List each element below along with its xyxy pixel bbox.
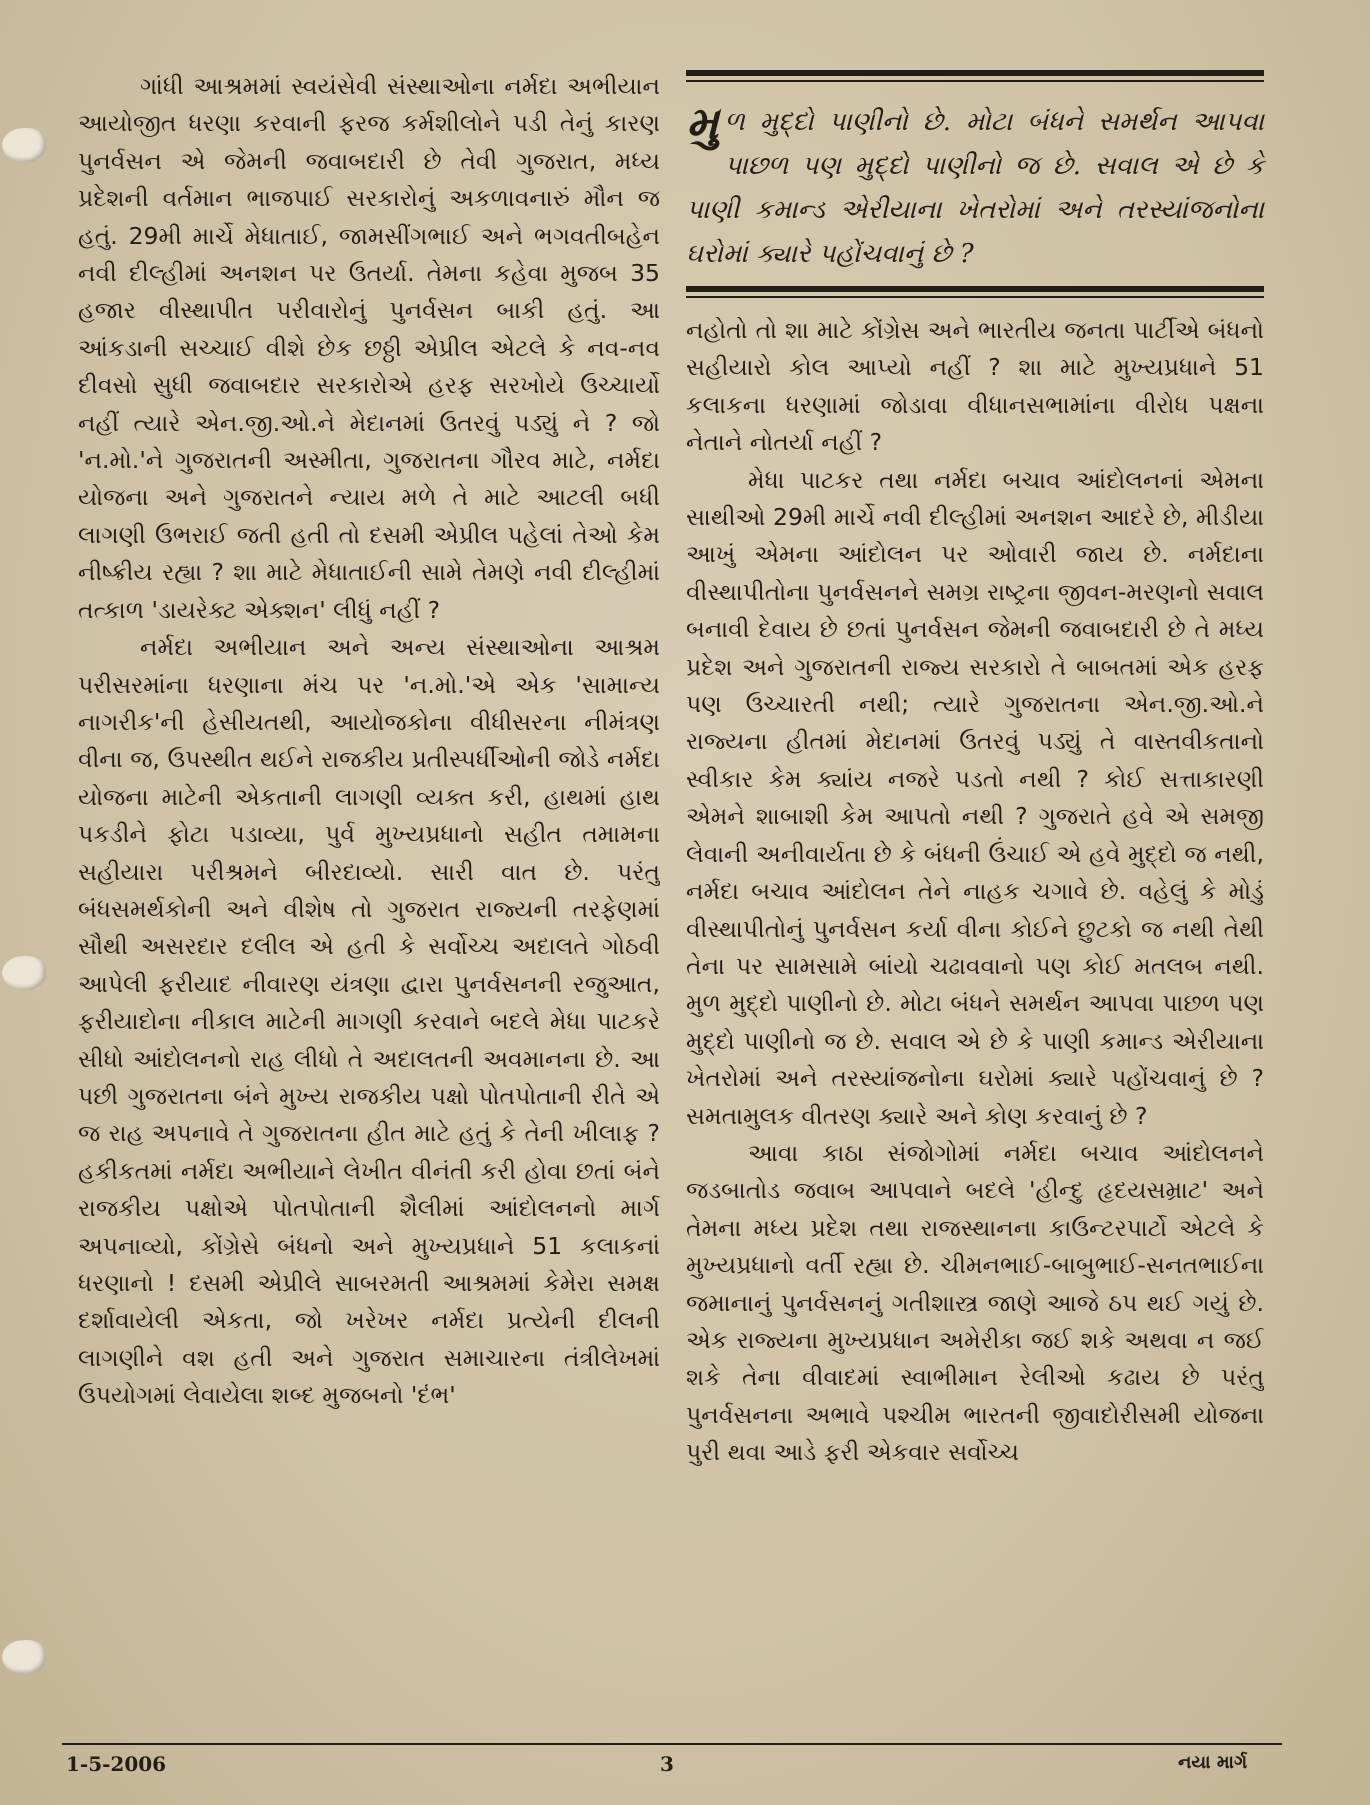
punch-hole	[2, 956, 46, 990]
pull-quote-box	[686, 70, 1264, 300]
magazine-name: નયા માર્ગ	[1178, 1752, 1248, 1773]
right-paragraph-3: આવા કાઠા સંજોગોમાં નર્મદા બચાવ આંદોલનને જડબાતોડ જવાબ આપવાને બદલે 'હીન્દુ હૃદયસમ્રાટ' અને તેમના મધ્ય પ્રદેશ તથા રાજસ્થાનના કાઉન્ટરપાર્ટો એટલે કે મુખ્યપ્રધાનો વર્તી રહ્યા છે. ચીમનભાઈ-બાબુભાઈ-સનતભાઈના જમાનાનું પુનર્વસનનું ગતીશાસ્ત્ર જાણે આજે ઠપ થઈ ગયું છે. એક રાજ્યના મુખ્યપ્રધાન અમેરીકા જઈ શકે અથવા ન જઈ શકે તેના વીવાદમાં સ્વાભીમાન રેલીઓ કઢાય છે પરંતુ પુનર્વસનના અભાવે પશ્ચીમ ભારતની જીવાદોરીસમી યોજના પુરી થવા આડે ફરી એકવાર સર્વોચ્ચ	[686, 1138, 1264, 1467]
left-paragraph-1: ગાંધી આશ્રમમાં સ્વયંસેવી સંસ્થાઓના નર્મદા અભીયાન આયોજીત ધરણા કરવાની ફરજ કર્મશીલોને પડી તેનું કારણ પુનર્વસન એ જેમની જવાબદારી છે તેવી ગુજરાત, મધ્ય પ્રદેશની વર્તમાન ભાજપાઈ સરકારોનું અકળાવનારું મૌન જ હતું. 29મી માર્ચે મેધાતાઈ, જામસીંગભાઈ અને ભગવતીબહેન નવી દીલ્હીમાં અનશન પર ઉતર્યા. તેમના કહેવા મુજબ 35 હજાર વીસ્થાપીત પરીવારોનું પુનર્વસન બાકી હતું. આ આંકડાની સચ્ચાઈ વીશે છેક છઠ્ઠી એપ્રીલ એટલે કે નવ-નવ દીવસો સુધી જવાબદાર સરકારોએ હરફ સરખોયે ઉચ્ચાર્યો નહીં ત્યારે એન.જી.ઓ.ને મેદાનમાં ઉતરવું પડ્યું ને ? જો 'ન.મો.'ને ગુજરાતની અસ્મીતા, ગુજરાતના ગૌરવ માટે, નર્મદા યોજના અને ગુજરાતને ન્યાય મળે તે માટે આટલી બધી લાગણી ઉભરાઈ જતી હતી તો દસમી એપ્રીલ પહેલાં તેઓ કેમ નીષ્ક્રીય રહ્યા ? શા માટે મેધાતાઈની સામે તેમણે નવી દીલ્હીમાં તત્કાળ 'ડાયરેક્ટ એક્શન' લીધું નહીં ?	[78, 72, 660, 624]
pull-quote-rule-top-thin	[686, 80, 1264, 82]
pull-quote-rule-bottom-thin	[686, 296, 1264, 298]
pull-quote-text: ળ મુદ્દો પાણીનો છે. મોટા બંધને સમર્થન આપવા પાછળ પણ મુદ્દો પાણીનો જ છે. સવાલ એ છે કે પાણી કમાન્ડ એરીયાના ખેતરોમાં અને તરસ્યાંજનોના ઘરોમાં ક્યારે પહોંચવાનું છે ?	[686, 107, 1264, 269]
pull-quote	[686, 96, 1264, 276]
pull-quote-dropcap: મુ	[686, 96, 719, 150]
right-paragraph-1: નહોતો તો શા માટે કોંગ્રેસ અને ભારતીય જનતા પાર્ટીએ બંધનો સહીયારો કોલ આપ્યો નહીં ? શા માટે મુખ્યપ્રધાને 51 કલાકના ધરણામાં જોડાવા વીધાનસભામાંના વીરોધ પક્ષના નેતાને નોતર્યા નહીં ?	[686, 316, 1264, 457]
pull-quote-rule-bottom	[686, 286, 1264, 292]
page-number: 3	[660, 1752, 674, 1776]
right-paragraph-2: મેધા પાટકર તથા નર્મદા બચાવ આંદોલનનાં એમના સાથીઓ 29મી માર્ચે નવી દીલ્હીમાં અનશન આદરે છે, મીડીયા આખું એમના આંદોલન પર ઓવારી જાય છે. નર્મદાના વીસ્થાપીતોના પુનર્વસનને સમગ્ર રાષ્ટ્રના જીવન-મરણનો સવાલ બનાવી દેવાય છે છતાં પુનર્વસન જેમની જવાબદારી છે તે મધ્ય પ્રદેશ અને ગુજરાતની રાજ્ય સરકારો તે બાબતમાં એક હરફ પણ ઉચ્ચારતી નથી; ત્યારે ગુજરાતના એન.જી.ઓ.ને રાજ્યના હીતમાં મેદાનમાં ઉતરવું પડ્યું તે વાસ્તવીકતાનો સ્વીકાર કેમ ક્યાંય નજરે પડતો નથી ? કોઈ સત્તાકારણી એમને શાબાશી કેમ આપતો નથી ? ગુજરાતે હવે એ સમજી લેવાની અનીવાર્યતા છે કે બંધની ઉંચાઈ એ હવે મુદ્દો જ નથી, નર્મદા બચાવ આંદોલન તેને નાહક ચગાવે છે. વહેલું કે મોડું વીસ્થાપીતોનું પુનર્વસન કર્યા વીના કોઈને છુટકો જ નથી તેથી તેના પર સામસામે બાંયો ચઢાવવાનો પણ કોઈ મતલબ નથી. મુળ મુદ્દો પાણીનો છે. મોટા બંધને સમર્થન આપવા પાછળ પણ મુદ્દો પાણીનો જ છે. સવાલ એ છે કે પાણી કમાન્ડ એરીયાના ખેતરોમાં અને તરસ્યાંજનોના ઘરોમાં ક્યારે પહોંચવાનું છે ? સમતામુલક વીતરણ ક્યારે અને કોણ કરવાનું છે ?	[686, 465, 1264, 1130]
punch-hole	[2, 1640, 46, 1674]
pull-quote-rule-top	[686, 70, 1264, 76]
left-paragraph-2: નર્મદા અભીયાન અને અન્ય સંસ્થાઓના આશ્રમ પરીસરમાંના ધરણાના મંચ પર 'ન.મો.'એ એક 'સામાન્ય નાગરીક'ની હેસીયતથી, આયોજકોના વીધીસરના નીમંત્રણ વીના જ, ઉપસ્થીત થઈને રાજકીય પ્રતીસ્પર્ધીઓની જોડે નર્મદા યોજના માટેની એકતાની લાગણી વ્યક્ત કરી, હાથમાં હાથ પકડીને ફોટા પડાવ્યા, પુર્વ મુખ્યપ્રધાનો સહીત તમામના સહીયારા પરીશ્રમને બીરદાવ્યો. સારી વાત છે. પરંતુ બંધસમર્થકોની અને વીશેષ તો ગુજરાત રાજ્યની તરફેણમાં સૌથી અસરદાર દલીલ એ હતી કે સર્વોચ્ચ અદાલતે ગોઠવી આપેલી ફરીયાદ નીવારણ યંત્રણા દ્વારા પુનર્વસનની રજુઆત, ફરીયાદોના નીકાલ માટેની માગણી કરવાને બદલે મેધા પાટકરે સીધો આંદોલનનો રાહ લીધો તે અદાલતની અવમાનના છે. આ પછી ગુજરાતના બંને મુખ્ય રાજકીય પક્ષો પોતપોતાની રીતે એ જ રાહ અપનાવે તે ગુજરાતના હીત માટે હતું કે તેની ખીલાફ ? હકીકતમાં નર્મદા અભીયાને લેખીત વીનંતી કરી હોવા છતાં બંને રાજકીય પક્ષોએ પોતપોતાની શૈલીમાં આંદોલનનો માર્ગ અપનાવ્યો, કોંગ્રેસે બંધનો અને મુખ્યપ્રધાને 51 કલાકનાં ધરણાનો ! દસમી એપ્રીલે સાબરમતી આશ્રમમાં કેમેરા સમક્ષ દર્શાવાયેલી એકતા, જો ખરેખર નર્મદા પ્રત્યેની દીલની લાગણીને વશ હતી અને ગુજરાત સમાચારના તંત્રીલેખમાં ઉપયોગમાં લેવાયેલા શબ્દ મુજબનો 'દંભ'	[78, 633, 660, 1410]
footer-rule	[62, 1743, 1282, 1745]
left-column	[78, 68, 660, 1668]
punch-hole	[2, 128, 46, 162]
footer-date: 1-5-2006	[66, 1752, 167, 1776]
right-column	[686, 312, 1264, 1668]
